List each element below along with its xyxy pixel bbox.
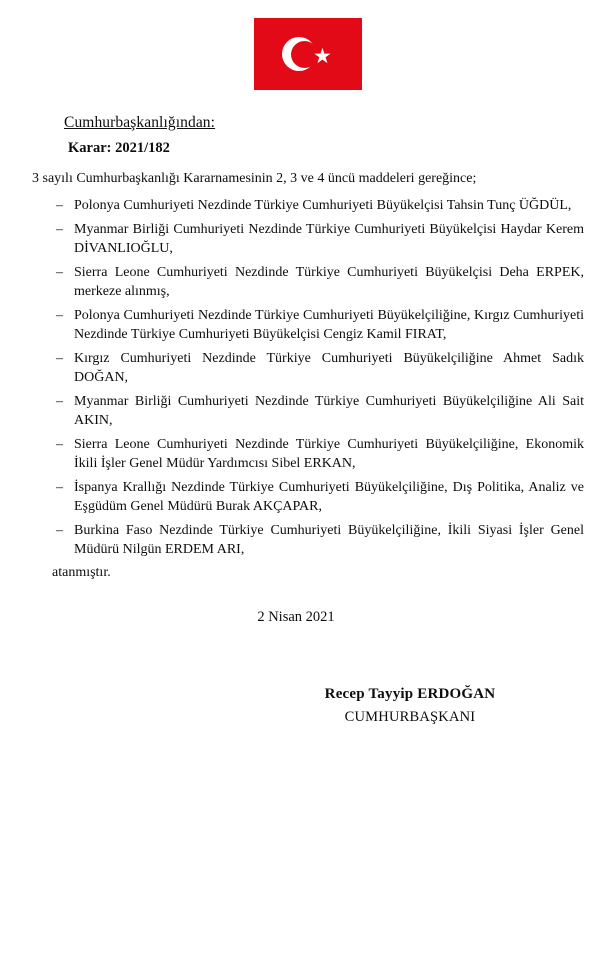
list-item-text: Burkina Faso Nezdinde Türkiye Cumhuriyeti Büyükelçiliğine, İkili Siyasi İşler Genel Müdürü Nilgün ERDEM ARI, — [74, 523, 584, 557]
list-marker: – — [56, 437, 63, 453]
list-item-text: Kırgız Cumhuriyeti Nezdinde Türkiye Cumhuriyeti Büyükelçiliğine Ahmet Sadık DOĞAN, — [74, 351, 584, 385]
list-marker: – — [56, 394, 63, 410]
page-title: Cumhurbaşkanlığından: — [64, 114, 216, 131]
list-marker: – — [56, 480, 63, 496]
list-item-text: Sierra Leone Cumhuriyeti Nezdinde Türkiye Cumhuriyeti Büyükelçisi Deha ERPEK, merkeze alınmış, — [74, 265, 584, 299]
list-item — [30, 307, 590, 344]
list-marker: – — [56, 222, 63, 238]
closing-text: atanmıştır. — [52, 564, 111, 580]
list-item-text: Myanmar Birliği Cumhuriyeti Nezdinde Türkiye Cumhuriyeti Büyükelçiliğine Ali Sait AKIN, — [74, 394, 584, 428]
list-item-text: Polonya Cumhuriyeti Nezdinde Türkiye Cumhuriyeti Büyükelçiliğine, Kırgız Cumhuriyeti Nezdinde Türkiye Cumhuriyeti Büyükelçisi Cengiz Kamil FIRAT, — [74, 308, 584, 342]
list-item — [30, 436, 590, 473]
list-marker: – — [56, 351, 63, 367]
list-item — [30, 197, 590, 215]
list-item-text: Myanmar Birliği Cumhuriyeti Nezdinde Türkiye Cumhuriyeti Büyükelçisi Haydar Kerem DİVANLIOĞLU, — [74, 222, 584, 256]
list-item-text: Polonya Cumhuriyeti Nezdinde Türkiye Cumhuriyeti Büyükelçisi Tahsin Tunç ÜĞDÜL, — [74, 198, 572, 213]
list-item-text: İspanya Krallığı Nezdinde Türkiye Cumhuriyeti Büyükelçiliğine, Dış Politika, Analiz ve Eşgüdüm Genel Müdürü Burak AKÇAPAR, — [74, 480, 584, 514]
turkish-flag-icon — [254, 18, 362, 90]
list-marker: – — [56, 198, 63, 213]
list-item — [30, 479, 590, 516]
list-item — [30, 264, 590, 301]
appointment-list — [30, 197, 590, 559]
list-item-text: Sierra Leone Cumhuriyeti Nezdinde Türkiye Cumhuriyeti Büyükelçiliğine, Ekonomik İkili İşler Genel Müdür Yardımcısı Sibel ERKAN, — [74, 437, 584, 471]
list-marker: – — [56, 265, 63, 281]
signature-block — [30, 686, 590, 726]
intro-paragraph: 3 sayılı Cumhurbaşkanlığı Kararnamesinin 2, 3 ve 4 üncü maddeleri gereğince; — [32, 171, 477, 186]
document-body — [0, 114, 616, 726]
list-marker: – — [56, 308, 63, 324]
flag-container — [0, 0, 616, 90]
document-date: 2 Nisan 2021 — [257, 608, 335, 625]
list-item — [30, 221, 590, 258]
signatory-title: CUMHURBAŞKANI — [344, 708, 476, 725]
list-item — [30, 393, 590, 430]
list-marker: – — [56, 523, 63, 539]
list-item — [30, 522, 590, 559]
list-item — [30, 350, 590, 387]
decision-number: Karar: 2021/182 — [68, 140, 170, 156]
signatory-name: Recep Tayyip ERDOĞAN — [324, 685, 496, 702]
